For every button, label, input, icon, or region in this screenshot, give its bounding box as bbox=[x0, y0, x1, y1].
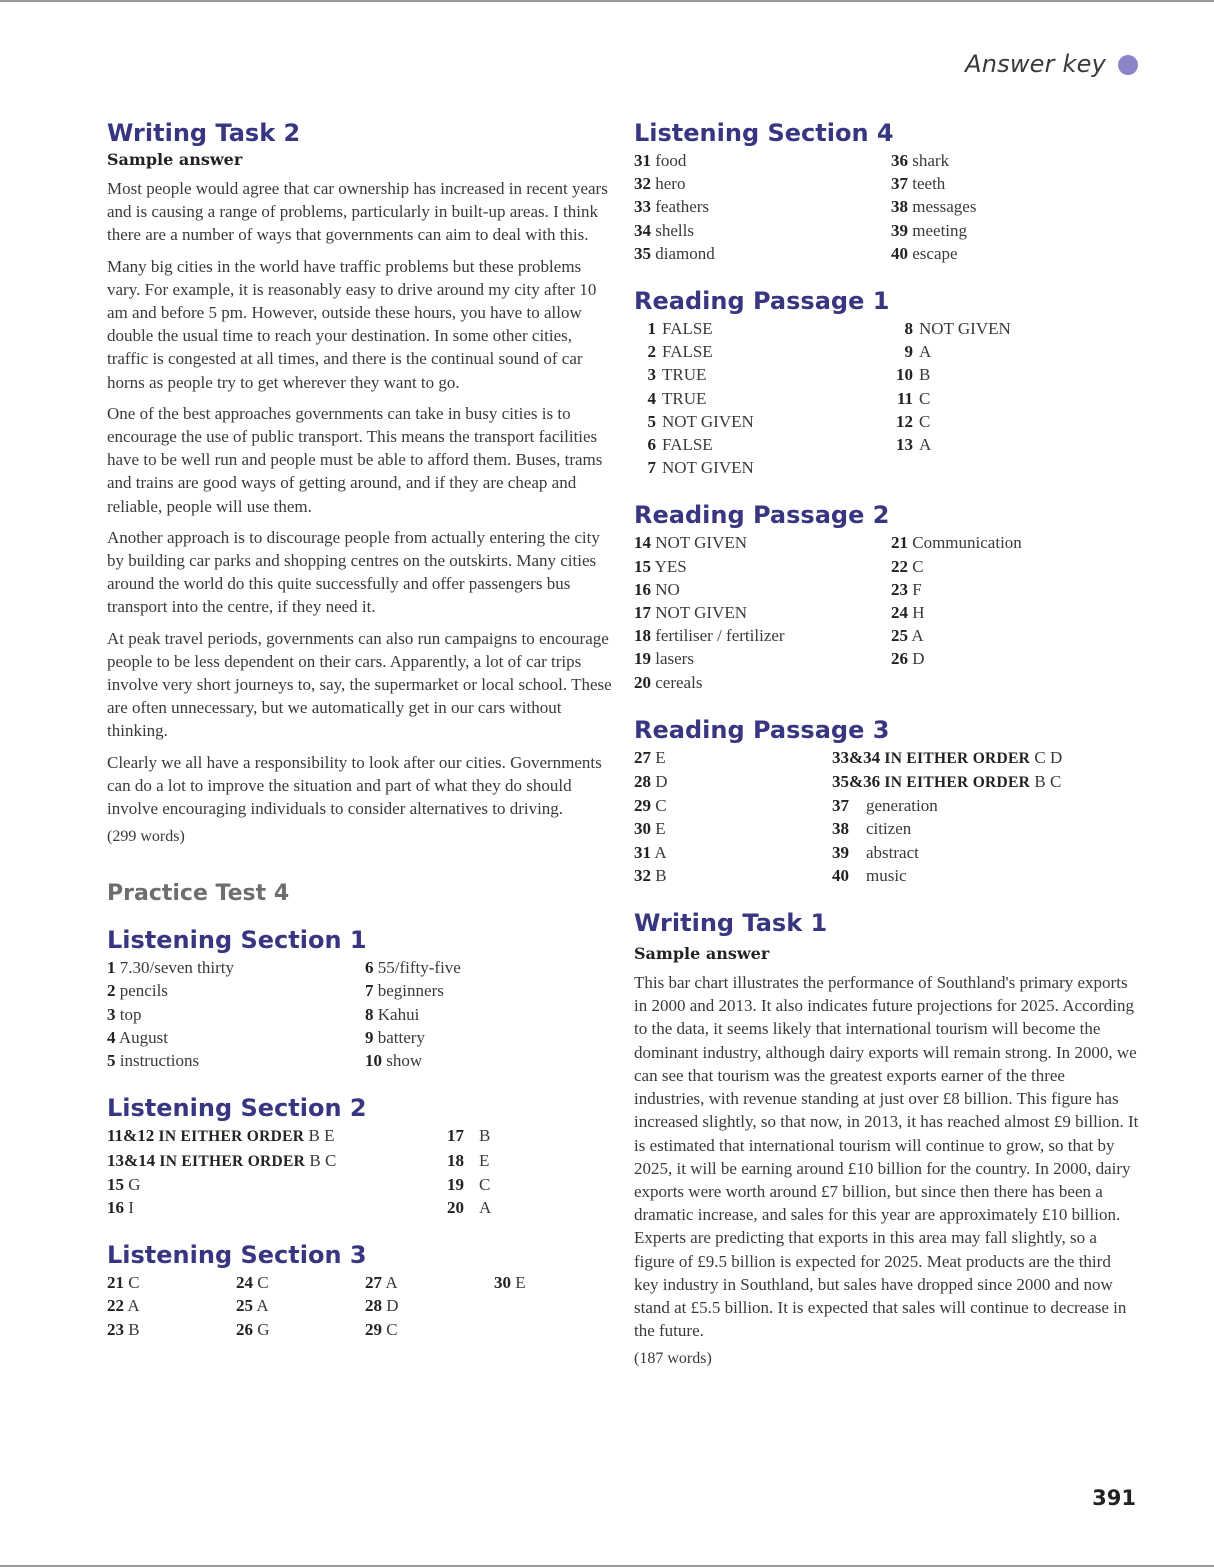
answer-item bbox=[236, 1318, 365, 1341]
answer-number: 35&36 bbox=[832, 772, 881, 792]
answer-number: 20 bbox=[634, 672, 651, 692]
answer-number: 16 bbox=[634, 579, 651, 599]
answer-number: 28 bbox=[365, 1296, 382, 1316]
answer-number: 26 bbox=[891, 649, 908, 669]
answer-item bbox=[634, 624, 891, 647]
answer-item bbox=[634, 149, 891, 172]
answer-item bbox=[634, 410, 891, 433]
answer-item bbox=[634, 387, 891, 410]
answer-text: C bbox=[257, 1273, 269, 1293]
answer-number: 2 bbox=[107, 981, 116, 1001]
answer-text: E bbox=[479, 1150, 490, 1170]
answer-number: 19 bbox=[447, 1174, 464, 1194]
answer-number: 38 bbox=[832, 819, 849, 839]
answer-number: 4 bbox=[107, 1027, 116, 1047]
answer-item bbox=[634, 671, 891, 694]
wt2-paragraph: Clearly we all have a responsibility to look after our cities. Governments can do a lot to improve the situation and part of what they do should involve encouraging individuals to consider alternatives to driving. bbox=[107, 752, 602, 819]
answer-text: D bbox=[912, 649, 925, 669]
answer-text: NOT GIVEN bbox=[655, 533, 748, 553]
answer-text: NOT GIVEN bbox=[662, 411, 754, 431]
answer-text: A bbox=[919, 342, 932, 362]
answer-item bbox=[634, 770, 832, 794]
answer-number: 23 bbox=[107, 1319, 124, 1339]
answer-text: D bbox=[386, 1296, 399, 1316]
reading1-title: Reading Passage 1 bbox=[634, 287, 890, 316]
answer-text: meeting bbox=[912, 220, 968, 240]
answer-number: 17 bbox=[447, 1126, 464, 1146]
answer-text: diamond bbox=[655, 243, 715, 263]
answer-item bbox=[891, 410, 1139, 433]
answer-text: TRUE bbox=[662, 388, 707, 408]
answer-item bbox=[634, 578, 891, 601]
answer-item bbox=[634, 433, 891, 456]
left-column bbox=[107, 117, 612, 1341]
answer-number: 31 bbox=[634, 151, 651, 170]
answer-item bbox=[891, 149, 1139, 172]
answer-text: F bbox=[912, 579, 922, 599]
answer-number: 35 bbox=[634, 243, 651, 263]
answer-text: August bbox=[118, 1027, 168, 1047]
answer-number: 30 bbox=[634, 819, 651, 839]
answer-text: C bbox=[479, 1174, 491, 1194]
answer-text: FALSE bbox=[662, 435, 713, 455]
answer-number: 40 bbox=[891, 243, 908, 263]
wt2-paragraph: At peak travel periods, governments can also run campaigns to encourage people to be less dependent on their cars. Apparently, a lot of car trips involve very short journeys to, say, the supermarket or local school. These are often unnecessary, but we automatically get in our cars without thinking. bbox=[107, 628, 612, 741]
answer-item bbox=[891, 363, 1139, 386]
answer-text: instructions bbox=[119, 1051, 200, 1071]
answer-number: 1 bbox=[107, 958, 116, 978]
answer-item bbox=[634, 746, 832, 770]
answer-item bbox=[107, 979, 365, 1002]
answer-text: A bbox=[256, 1296, 269, 1316]
answer-text: C bbox=[912, 556, 924, 576]
answer-number: 6 bbox=[647, 435, 656, 455]
answer-item bbox=[891, 387, 1139, 410]
answer-text: generation bbox=[866, 796, 938, 816]
answer-text: top bbox=[119, 1004, 142, 1024]
answer-number: 13&14 bbox=[107, 1150, 156, 1170]
answer-item bbox=[634, 172, 891, 195]
answer-item bbox=[634, 340, 891, 363]
either-order-label: IN EITHER ORDER bbox=[884, 749, 1031, 767]
answer-item bbox=[634, 242, 891, 265]
running-header: Answer key bbox=[965, 50, 1106, 78]
answer-item bbox=[494, 1294, 612, 1317]
answer-item bbox=[107, 1026, 365, 1049]
answer-text: TRUE bbox=[662, 365, 707, 385]
answer-text: C bbox=[919, 388, 931, 408]
answer-text: YES bbox=[654, 556, 687, 576]
answer-text: pencils bbox=[119, 981, 168, 1001]
answer-number: 18 bbox=[634, 626, 651, 646]
answer-text: E bbox=[655, 819, 666, 839]
answer-item bbox=[891, 671, 1139, 694]
answer-text: beginners bbox=[377, 981, 444, 1001]
wt2-paragraph: Many big cities in the world have traffic problems but these problems vary. For example, it is reasonably easy to drive around my city after 10 am and before 5 pm. However, outside these hours, you have to allow double the usual time to reach your destination. In some other cities, traffic is congested at all times, and there is the continual sound of car horns as people try to get wherever they want to go. bbox=[107, 256, 597, 392]
right-column bbox=[634, 117, 1139, 1368]
header-dot-icon bbox=[1118, 55, 1138, 75]
writing-task2-subtitle: Sample answer bbox=[107, 150, 243, 169]
answer-item bbox=[107, 1294, 236, 1317]
answer-item bbox=[447, 1196, 612, 1219]
answer-number: 3 bbox=[107, 1004, 116, 1024]
writing-task-1 bbox=[634, 907, 1139, 1368]
answer-number: 12 bbox=[896, 411, 913, 431]
answer-number: 39 bbox=[891, 220, 908, 240]
answer-item bbox=[107, 1003, 365, 1026]
answer-item bbox=[891, 195, 1139, 218]
answer-item bbox=[891, 531, 1139, 554]
answer-item bbox=[832, 864, 1139, 887]
wt2-paragraph: Another approach is to discourage people from actually entering the city by building car parks and shopping centres on the outskirts. Many cities around the world do this quite successfully and offer passengers bus transport into the centre, if they need it. bbox=[107, 527, 600, 617]
answer-item bbox=[891, 242, 1139, 265]
answer-number: 23 bbox=[891, 579, 908, 599]
answer-item bbox=[634, 531, 891, 554]
answer-text: show bbox=[386, 1051, 423, 1071]
answer-item bbox=[107, 1173, 447, 1196]
answer-text: C bbox=[919, 411, 931, 431]
answer-item bbox=[634, 817, 832, 840]
answer-text: battery bbox=[377, 1027, 425, 1047]
listening2-answers bbox=[107, 1124, 612, 1219]
answer-item bbox=[891, 172, 1139, 195]
answer-text: NO bbox=[655, 579, 680, 599]
answer-item bbox=[891, 578, 1139, 601]
answer-text: B C bbox=[309, 1150, 337, 1170]
answer-text: teeth bbox=[912, 174, 946, 194]
answer-number: 5 bbox=[107, 1051, 116, 1071]
answer-item bbox=[832, 817, 1139, 840]
answer-item bbox=[891, 624, 1139, 647]
answer-item bbox=[236, 1294, 365, 1317]
answer-number: 32 bbox=[634, 174, 651, 194]
answer-number: 11 bbox=[896, 388, 913, 408]
either-order-label: IN EITHER ORDER bbox=[159, 1152, 306, 1170]
answer-item bbox=[634, 363, 891, 386]
either-order-label: IN EITHER ORDER bbox=[158, 1128, 305, 1146]
answer-item bbox=[891, 317, 1139, 340]
answer-number: 29 bbox=[365, 1319, 382, 1339]
answer-item bbox=[365, 1003, 612, 1026]
listening-section-1 bbox=[107, 924, 612, 1072]
practice-test-title: Practice Test 4 bbox=[107, 881, 290, 907]
answer-number: 9 bbox=[904, 342, 913, 362]
answer-number: 7 bbox=[647, 458, 656, 478]
answer-item bbox=[891, 340, 1139, 363]
answer-number: 7 bbox=[365, 981, 374, 1001]
writing-task1-title: Writing Task 1 bbox=[634, 909, 828, 938]
answer-item bbox=[365, 1294, 494, 1317]
answer-number: 31 bbox=[634, 842, 651, 862]
answer-item bbox=[891, 456, 1139, 479]
answer-text: G bbox=[128, 1174, 141, 1194]
answer-text: FALSE bbox=[662, 319, 713, 339]
answer-number: 8 bbox=[365, 1004, 374, 1024]
answer-text: A bbox=[654, 842, 667, 862]
answer-number: 22 bbox=[107, 1296, 124, 1316]
listening-section-2 bbox=[107, 1092, 612, 1219]
answer-text: music bbox=[866, 865, 907, 885]
answer-text: FALSE bbox=[662, 342, 713, 362]
wt1-paragraph: This bar chart illustrates the performance of Southland's primary exports in 2000 and 2013. It also indicates future projections for 2025. According to the data, it seems likely that international tourism will become the dominant industry, although dairy exports will remain strong. In 2000, we can see that tourism was the greatest exports earner of the three industries, with revenue standing at just over £8 billion. This figure has increased slightly, so that now, in 2013, it has reached almost £9 billion. It is estimated that international tourism will continue to grow, so that by 2025, it will be earning around £10 billion for the country. In 2000, dairy exports were worth around £7 billion, but since then there has been a dramatic increase, and sales for this year are approximately £10 billion. Experts are predicting that exports in this area may fall slightly, so a figure of £9.5 billion is expected for 2025. Meat products are the third key industry in Southland, but sales have dropped since 2000 and now stand at £5.5 billion. It is expected that sales will continue to decrease in the future. bbox=[634, 973, 1139, 1341]
answer-number: 15 bbox=[634, 556, 651, 576]
answer-text: fertiliser / fertilizer bbox=[655, 626, 785, 646]
listening4-answers bbox=[634, 149, 1139, 265]
answer-number: 19 bbox=[634, 649, 651, 669]
answer-text: A bbox=[127, 1296, 140, 1316]
answer-number: 6 bbox=[365, 958, 374, 978]
answer-number: 37 bbox=[832, 796, 849, 816]
answer-text: NOT GIVEN bbox=[655, 603, 748, 623]
answer-item bbox=[107, 956, 365, 979]
answer-text: 7.30/seven thirty bbox=[119, 958, 235, 978]
answer-number: 29 bbox=[634, 796, 651, 816]
answer-item bbox=[365, 956, 612, 979]
answer-item bbox=[634, 555, 891, 578]
answer-item bbox=[107, 1196, 447, 1219]
answer-text: abstract bbox=[866, 842, 919, 862]
answer-number: 10 bbox=[365, 1051, 382, 1071]
listening3-title: Listening Section 3 bbox=[107, 1241, 367, 1270]
answer-text: C bbox=[128, 1273, 140, 1293]
answer-item bbox=[634, 601, 891, 624]
answer-item bbox=[891, 555, 1139, 578]
answer-text: E bbox=[515, 1273, 526, 1293]
answer-number: 3 bbox=[647, 365, 656, 385]
wt1-word-count: (187 words) bbox=[634, 1350, 712, 1368]
answer-text: A bbox=[479, 1197, 492, 1217]
answer-number: 26 bbox=[236, 1319, 253, 1339]
answer-item bbox=[634, 195, 891, 218]
answer-text: A bbox=[919, 435, 932, 455]
answer-number: 25 bbox=[891, 626, 908, 646]
answer-number: 24 bbox=[236, 1273, 253, 1293]
answer-number: 33&34 bbox=[832, 747, 881, 767]
answer-number: 22 bbox=[891, 556, 908, 576]
answer-text: B bbox=[919, 365, 931, 385]
answer-item bbox=[107, 1318, 236, 1341]
answer-item bbox=[365, 1271, 494, 1294]
answer-item bbox=[891, 433, 1139, 456]
wt2-word-count: (299 words) bbox=[107, 828, 185, 846]
answer-item bbox=[107, 1271, 236, 1294]
writing-task2-title: Writing Task 2 bbox=[107, 119, 301, 147]
answer-number: 14 bbox=[634, 533, 651, 553]
listening-section-3 bbox=[107, 1239, 612, 1341]
answer-number: 37 bbox=[891, 174, 908, 194]
answer-number: 39 bbox=[832, 842, 849, 862]
answer-text: E bbox=[655, 747, 666, 767]
answer-text: C bbox=[655, 796, 667, 816]
answer-item bbox=[634, 841, 832, 864]
answer-number: 18 bbox=[447, 1150, 464, 1170]
reading1-answers bbox=[634, 317, 1139, 479]
answer-item bbox=[447, 1124, 612, 1148]
answer-text: G bbox=[257, 1319, 270, 1339]
reading-passage-3 bbox=[634, 714, 1139, 887]
answer-item bbox=[107, 1049, 365, 1072]
answer-item bbox=[365, 1049, 612, 1072]
answer-text: shark bbox=[912, 151, 950, 170]
answer-text: B bbox=[128, 1319, 140, 1339]
answer-text: Kahui bbox=[377, 1004, 420, 1024]
answer-number: 17 bbox=[634, 603, 651, 623]
answer-number: 25 bbox=[236, 1296, 253, 1316]
answer-number: 30 bbox=[494, 1273, 511, 1293]
answer-number: 24 bbox=[891, 603, 908, 623]
answer-number: 4 bbox=[647, 388, 656, 408]
answer-item bbox=[634, 647, 891, 670]
answer-text: D bbox=[655, 772, 668, 792]
answer-text: messages bbox=[912, 197, 977, 217]
answer-item bbox=[236, 1271, 365, 1294]
answer-text: C bbox=[386, 1319, 398, 1339]
answer-number: 36 bbox=[891, 151, 908, 170]
answer-item bbox=[365, 1026, 612, 1049]
answer-text: cereals bbox=[655, 672, 703, 692]
reading2-title: Reading Passage 2 bbox=[634, 501, 890, 530]
answer-item bbox=[494, 1318, 612, 1341]
listening2-title: Listening Section 2 bbox=[107, 1094, 367, 1123]
either-order-label: IN EITHER ORDER bbox=[884, 774, 1031, 792]
answer-text: B E bbox=[308, 1126, 335, 1146]
page-number: 391 bbox=[1092, 1486, 1136, 1510]
answer-number: 8 bbox=[904, 319, 913, 339]
answer-item bbox=[832, 841, 1139, 864]
answer-item bbox=[832, 770, 1139, 794]
listening-section-4 bbox=[634, 117, 1139, 265]
answer-number: 2 bbox=[647, 342, 656, 362]
answer-text: B C bbox=[1034, 772, 1062, 792]
answer-item bbox=[891, 647, 1139, 670]
answer-text: H bbox=[912, 603, 925, 623]
answer-number: 27 bbox=[634, 747, 651, 767]
answer-item bbox=[634, 317, 891, 340]
answer-text: B bbox=[655, 865, 667, 885]
wt2-paragraph: Most people would agree that car ownership has increased in recent years and is causing a range of problems, particularly in built-up areas. I think there are a number of ways that governments can aim to deal with this. bbox=[107, 179, 608, 245]
answer-number: 40 bbox=[832, 865, 849, 885]
answer-item bbox=[365, 979, 612, 1002]
answer-number: 38 bbox=[891, 197, 908, 217]
answer-text: food bbox=[655, 151, 687, 170]
answer-text: Communication bbox=[912, 533, 1022, 553]
listening1-answers bbox=[107, 956, 612, 1072]
answer-item bbox=[832, 794, 1139, 817]
answer-text: citizen bbox=[866, 819, 912, 839]
answer-number: 1 bbox=[647, 319, 656, 339]
answer-item bbox=[447, 1173, 612, 1196]
answer-text: NOT GIVEN bbox=[919, 319, 1011, 339]
answer-item bbox=[891, 601, 1139, 624]
reading-passage-2 bbox=[634, 499, 1139, 693]
answer-item bbox=[107, 1124, 447, 1148]
reading-passage-1 bbox=[634, 285, 1139, 479]
answer-item bbox=[365, 1318, 494, 1341]
answer-text: escape bbox=[912, 243, 958, 263]
answer-text: shells bbox=[655, 220, 694, 240]
answer-item bbox=[634, 219, 891, 242]
answer-number: 27 bbox=[365, 1273, 382, 1293]
listening1-title: Listening Section 1 bbox=[107, 926, 367, 955]
answer-number: 15 bbox=[107, 1174, 124, 1194]
answer-number: 33 bbox=[634, 197, 651, 217]
listening3-answers bbox=[107, 1271, 612, 1341]
answer-number: 16 bbox=[107, 1197, 124, 1217]
wt2-paragraph: One of the best approaches governments can take in busy cities is to encourage the use of public transport. This means the transport facilities have to be well run and people must be able to afford them. Buses, trams and trains are good ways of getting around, and if they are cheap and reliable, people will use them. bbox=[107, 403, 603, 516]
answer-item bbox=[447, 1149, 612, 1173]
answer-item bbox=[494, 1271, 612, 1294]
answer-item bbox=[634, 456, 891, 479]
answer-item bbox=[107, 1149, 447, 1173]
answer-item bbox=[634, 864, 832, 887]
answer-number: 32 bbox=[634, 865, 651, 885]
top-rule bbox=[0, 0, 1214, 2]
answer-text: C D bbox=[1034, 747, 1063, 767]
answer-text: B bbox=[479, 1126, 491, 1146]
answer-number: 28 bbox=[634, 772, 651, 792]
answer-item bbox=[832, 746, 1139, 770]
answer-number: 9 bbox=[365, 1027, 374, 1047]
reading3-answers bbox=[634, 746, 1139, 887]
reading2-answers bbox=[634, 531, 1139, 693]
answer-text: 55/fifty-five bbox=[377, 958, 461, 978]
answer-number: 20 bbox=[447, 1197, 464, 1217]
answer-text: I bbox=[128, 1197, 134, 1217]
answer-text: NOT GIVEN bbox=[662, 458, 754, 478]
answer-text: hero bbox=[655, 174, 686, 194]
answer-item bbox=[634, 794, 832, 817]
answer-number: 5 bbox=[647, 411, 656, 431]
listening4-title: Listening Section 4 bbox=[634, 119, 894, 147]
answer-text: A bbox=[911, 626, 924, 646]
answer-number: 34 bbox=[634, 220, 651, 240]
reading3-title: Reading Passage 3 bbox=[634, 715, 890, 744]
answer-number: 11&12 bbox=[107, 1126, 155, 1146]
answer-number: 21 bbox=[891, 533, 908, 553]
answer-number: 21 bbox=[107, 1273, 124, 1293]
answer-number: 13 bbox=[896, 435, 913, 455]
answer-text: A bbox=[385, 1273, 398, 1293]
answer-text: lasers bbox=[655, 649, 694, 669]
answer-text: feathers bbox=[655, 197, 710, 217]
writing-task1-subtitle: Sample answer bbox=[634, 944, 770, 964]
answer-number: 10 bbox=[896, 365, 913, 385]
answer-item bbox=[891, 219, 1139, 242]
